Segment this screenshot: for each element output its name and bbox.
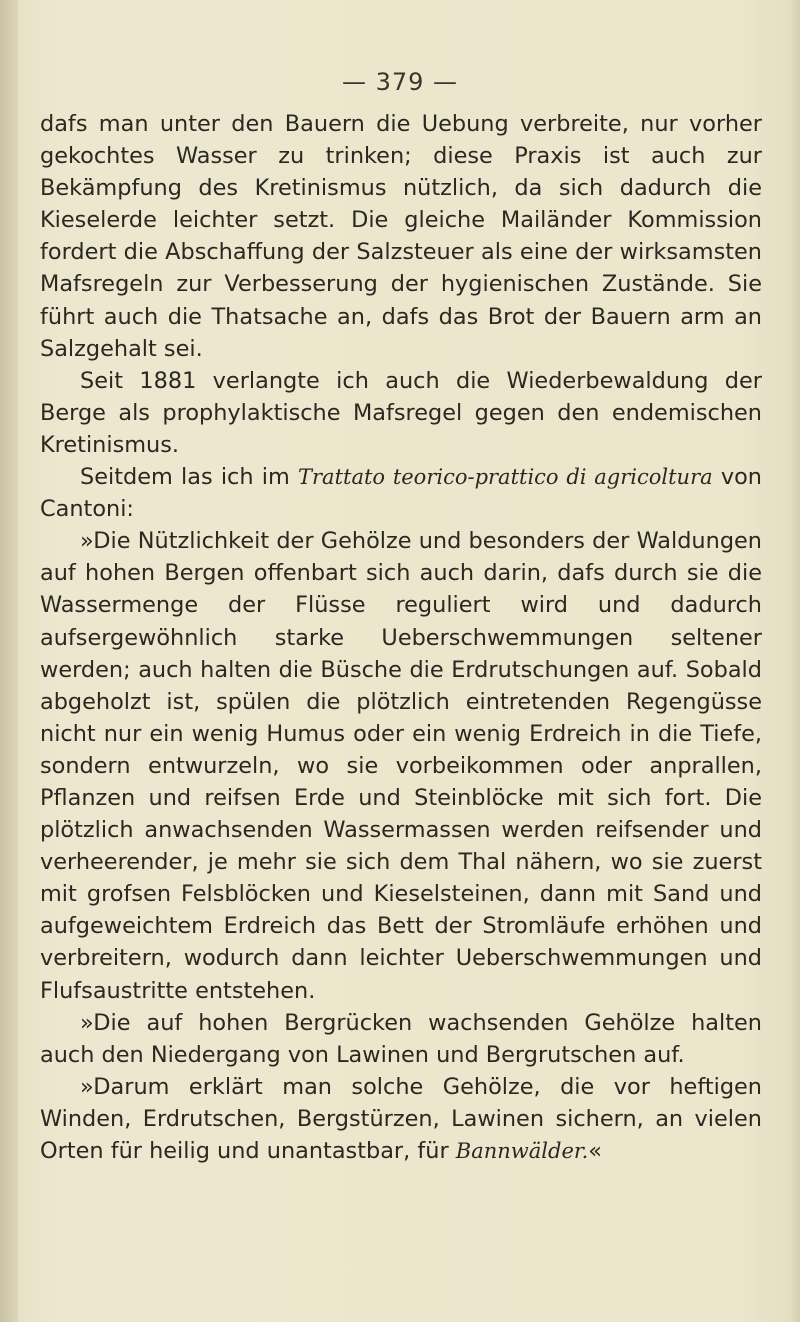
page-gutter xyxy=(0,0,18,1322)
paragraph-text: »Darum erklärt man solche Gehölze, die vor heftigen Winden, Erdrutschen, Bergstürzen, Lawinen sichern, an vielen Orten für heilig und unantastbar, für xyxy=(40,1073,762,1164)
page-number: — 379 — xyxy=(341,68,459,96)
body-text xyxy=(40,108,762,1167)
paragraph: »Die auf hohen Bergrücken wachsenden Gehölze halten auch den Niedergang von Lawinen und Bergrutschen auf. xyxy=(40,1009,762,1068)
paragraph-text: « xyxy=(588,1138,602,1164)
paragraph: Seit 1881 verlangte ich auch die Wiederbewaldung der Berge als prophylaktische Mafsregel gegen den endemischen Kretinismus. xyxy=(40,367,762,458)
paragraph: dafs man unter den Bauern die Uebung verbreite, nur vorher gekochtes Wasser zu trinken; diese Praxis ist auch zur Bekämpfung des Kretinismus nützlich, da sich dadurch die Kieselerde leichter setzt. Die gleiche Mailänder Kommission fordert die Abschaffung der Salzsteuer als eine der wirksamsten Mafsregeln zur Verbesserung der hygienischen Zustände. Sie führt auch die Thatsache an, dafs das Brot der Bauern arm an Salzgehalt sei. xyxy=(40,111,762,362)
book-title-italic: Trattato teorico-prattico di agricoltura xyxy=(298,465,713,490)
paragraph-text: von Cantoni: xyxy=(40,464,762,523)
term-italic: Bannwälder. xyxy=(455,1139,589,1163)
paragraph: »Die Nützlichkeit der Gehölze und besonders der Waldungen auf hohen Bergen offenbart sich auch darin, dafs durch sie die Wassermenge der Flüsse reguliert wird und dadurch aufsergewöhnlich starke Ueberschwemmungen seltener werden; auch halten die Büsche die Erdrutschungen auf. Sobald abgeholzt ist, spülen die plötzlich eintretenden Regengüsse nicht nur ein wenig Humus oder ein wenig Erdreich in die Tiefe, sondern entwurzeln, wo sie vorbeikommen oder anprallen, Pflanzen und reifsen Erde und Steinblöcke mit sich fort. Die plötzlich anwachsenden Wassermassen werden reifsender und verheerender, je mehr sie sich dem Thal nähern, wo sie zuerst mit grofsen Felsblöcken und Kieselsteinen, dann mit Sand und aufgeweichtem Erdreich das Bett der Stromläufe erhöhen und verbreitern, wodurch dann leichter Ueberschwemmungen und Flufsaustritte entstehen. xyxy=(40,528,762,1004)
paragraph-text: Seitdem las ich im xyxy=(80,464,298,491)
paragraph xyxy=(40,461,762,525)
paragraph xyxy=(40,1071,762,1167)
